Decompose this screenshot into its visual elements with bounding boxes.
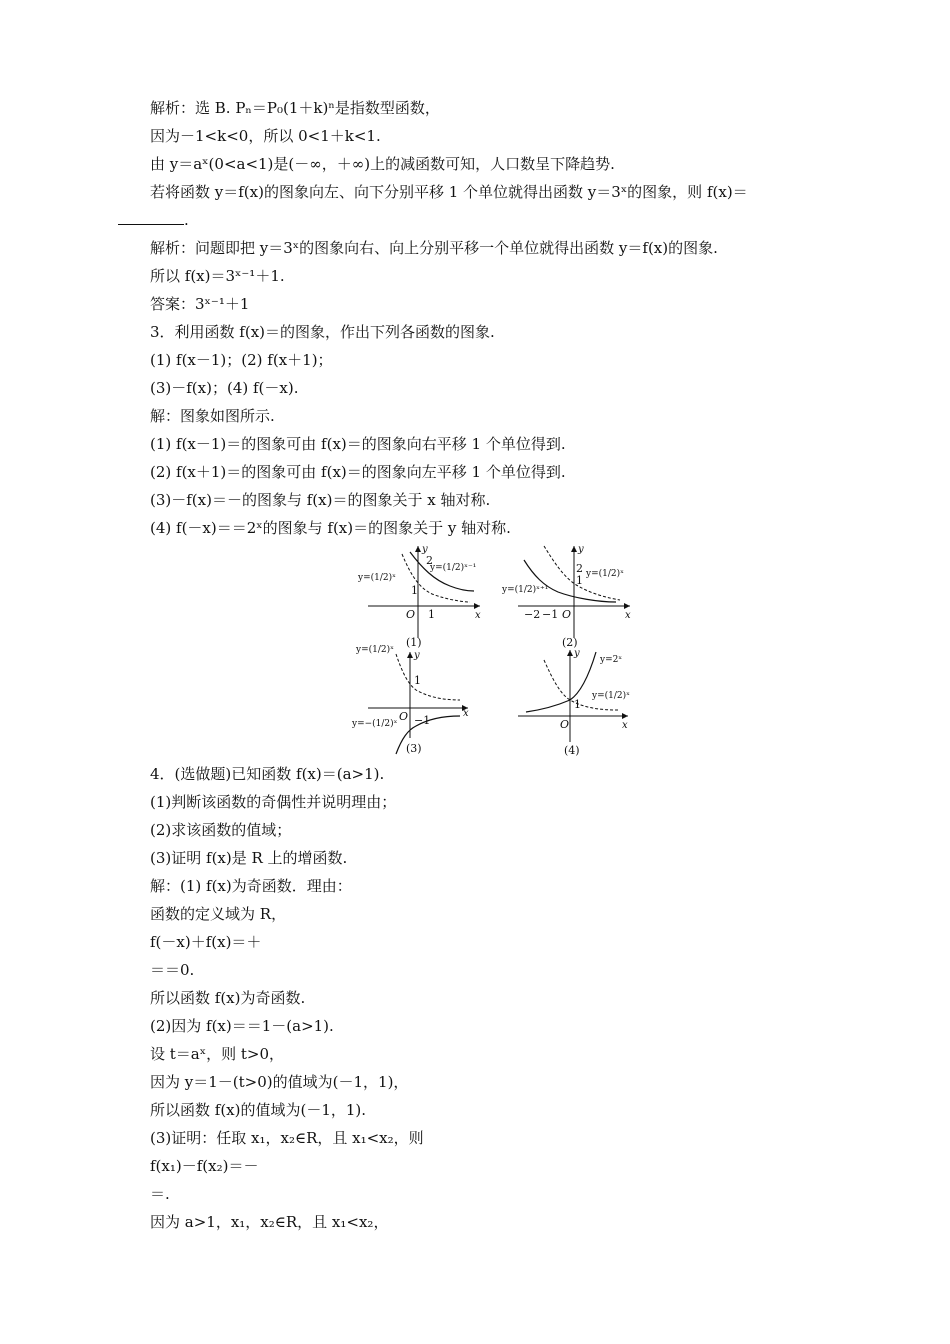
- text-line: 因为 a>1，x₁，x₂∈R，且 x₁<x₂，: [150, 1213, 389, 1231]
- tick-label: 2: [576, 562, 583, 575]
- tick-label: O: [560, 718, 570, 731]
- equation-label: y=(1/2)ˣ: [586, 569, 624, 579]
- equation-label: y=(1/2)ˣ: [356, 645, 394, 655]
- text-line: 解析：问题即把 y＝3ˣ的图象向右、向上分别平移一个单位就得出函数 y＝f(x)的图象.: [150, 239, 718, 257]
- tick-label: 2: [426, 554, 433, 567]
- text-line: ＝＝0.: [150, 961, 195, 979]
- text-line: 所以函数 f(x)的值域为(－1，1).: [150, 1101, 367, 1119]
- text-line: (2)求该函数的值域；: [150, 821, 292, 839]
- figure-3: [350, 642, 485, 758]
- tick-label: 1: [576, 574, 583, 587]
- axis-label-y: y: [422, 544, 428, 555]
- text-line: f(－x)＋f(x)＝＋: [150, 933, 262, 951]
- text-line: .: [184, 211, 189, 229]
- text-line: 函数的定义域为 R，: [150, 905, 287, 923]
- text-line: 因为 y＝1－(t>0)的值域为(－1，1)，: [150, 1073, 409, 1091]
- text-line: (1)判断该函数的奇偶性并说明理由；: [150, 793, 397, 811]
- equation-label: y=(1/2)ˣ⁻¹: [430, 563, 477, 573]
- answer-blank: [118, 212, 184, 225]
- tick-label: 1: [411, 584, 418, 597]
- equation-label: y=(1/2)ˣ⁺¹: [502, 585, 549, 595]
- text-line: 若将函数 y＝f(x)的图象向左、向下分别平移 1 个单位就得出函数 y＝3ˣ的图象，则 f(x)＝: [150, 183, 748, 201]
- axis-label-x: x: [463, 708, 469, 719]
- text-line: 4．(选做题)已知函数 f(x)＝(a>1).: [150, 765, 385, 783]
- text-line: (3)证明：任取 x₁，x₂∈R，且 x₁<x₂，则: [150, 1129, 424, 1147]
- equation-label: y=2ˣ: [600, 655, 623, 665]
- tick-label: O: [562, 608, 572, 621]
- text-line: (3)证明 f(x)是 R 上的增函数.: [150, 849, 348, 867]
- axis-label-x: x: [475, 610, 481, 621]
- tick-label: 1: [414, 674, 421, 687]
- curve-reflected: [526, 652, 596, 712]
- text-line: 答案：3ˣ⁻¹＋1: [150, 295, 250, 313]
- equation-label: y=(1/2)ˣ: [358, 573, 396, 583]
- tick-label: O: [399, 710, 409, 723]
- figure-caption: (4): [564, 744, 580, 757]
- tick-label: −1: [542, 608, 559, 621]
- tick-label: O: [406, 608, 416, 621]
- text-line: 解：(1) f(x)为奇函数．理由：: [150, 877, 352, 895]
- tick-label: −1: [414, 714, 431, 727]
- curve-shifted: [524, 560, 616, 602]
- text-line: (1) f(x－1)＝的图象可由 f(x)＝的图象向右平移 1 个单位得到.: [150, 435, 566, 453]
- figure-2: [500, 542, 635, 649]
- equation-label: y=(1/2)ˣ: [592, 691, 630, 701]
- answer-blank-line: [118, 210, 189, 230]
- text-line: 解析：选 B. Pₙ＝P₀(1＋k)ⁿ是指数型函数，: [150, 99, 440, 117]
- figure-caption: (1): [406, 636, 422, 649]
- text-line: (1) f(x－1)；(2) f(x＋1)；: [150, 351, 333, 369]
- tick-label: 1: [574, 698, 581, 711]
- curve-original: [544, 660, 618, 710]
- curve-original: [396, 654, 460, 700]
- tick-label: 1: [428, 608, 435, 621]
- axis-label-x: x: [625, 610, 631, 621]
- figure-caption: (2): [562, 636, 578, 649]
- equation-label: y=−(1/2)ˣ: [352, 719, 398, 729]
- tick-label: −2: [524, 608, 541, 621]
- text-line: (3)－f(x)＝－的图象与 f(x)＝的图象关于 x 轴对称.: [150, 491, 491, 509]
- figure-caption: (3): [406, 742, 422, 755]
- axis-label-y: y: [574, 648, 580, 659]
- text-line: 所以函数 f(x)为奇函数.: [150, 989, 306, 1007]
- axis-label-y: y: [414, 650, 420, 661]
- text-line: 3．利用函数 f(x)＝的图象，作出下列各函数的图象.: [150, 323, 495, 341]
- figure-1: [350, 542, 485, 649]
- text-line: 设 t＝aˣ，则 t>0，: [150, 1045, 285, 1063]
- text-line: (4) f(－x)＝＝2ˣ的图象与 f(x)＝的图象关于 y 轴对称.: [150, 519, 511, 537]
- text-line: 由 y＝aˣ(0<a<1)是(－∞，＋∞)上的减函数可知，人口数呈下降趋势.: [150, 155, 615, 173]
- text-line: (2)因为 f(x)＝＝1－(a>1).: [150, 1017, 334, 1035]
- text-line: (3)－f(x)；(4) f(－x).: [150, 379, 299, 397]
- text-line: 因为－1<k<0，所以 0<1＋k<1.: [150, 127, 381, 145]
- text-line: (2) f(x＋1)＝的图象可由 f(x)＝的图象向左平移 1 个单位得到.: [150, 463, 566, 481]
- text-line: ＝.: [150, 1185, 170, 1203]
- text-line: 所以 f(x)＝3ˣ⁻¹＋1.: [150, 267, 285, 285]
- figure-4: [500, 642, 635, 758]
- text-line: 解：图象如图所示.: [150, 407, 275, 425]
- axis-label-y: y: [578, 544, 584, 555]
- axis-label-x: x: [622, 720, 628, 731]
- text-line: f(x₁)－f(x₂)＝－: [150, 1157, 259, 1175]
